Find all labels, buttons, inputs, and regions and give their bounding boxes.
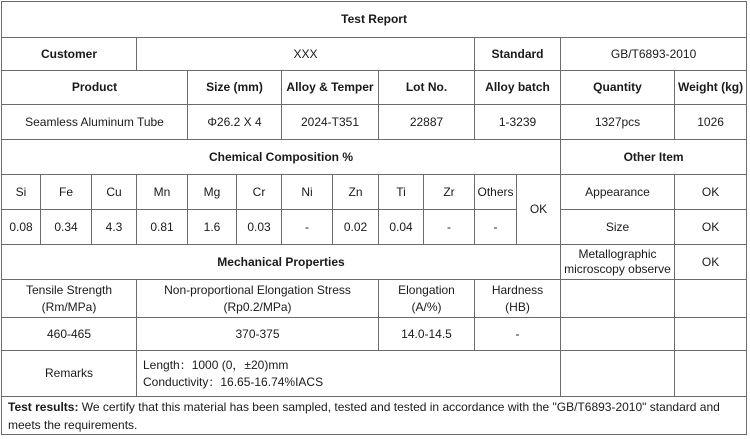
empty-cell <box>561 280 675 318</box>
element-cr: Cr <box>237 175 282 210</box>
lot-no-value: 22887 <box>379 105 475 140</box>
other-metallographic-result: OK <box>675 245 747 280</box>
value-mn: 0.81 <box>137 210 188 245</box>
test-results-text: We certify that this material has been sampled, tested and tested in accordance with the "GB/T6893-2010" standard and meets the requirements. <box>8 399 720 432</box>
product-value: Seamless Aluminum Tube <box>2 105 188 140</box>
hardness-value: - <box>475 318 561 351</box>
elongation-header <box>379 280 475 318</box>
value-cr: 0.03 <box>237 210 282 245</box>
alloy-temper-value: 2024-T351 <box>282 105 379 140</box>
elongation-unit: (A/%) <box>411 299 442 314</box>
other-size-result: OK <box>675 210 747 245</box>
element-mn: Mn <box>137 175 188 210</box>
elongation-value: 14.0-14.5 <box>379 318 475 351</box>
element-zr: Zr <box>424 175 475 210</box>
stress-unit: (Rp0.2/MPa) <box>223 299 292 314</box>
other-appearance-label: Appearance <box>561 175 675 210</box>
alloy-temper-header: Alloy & Temper <box>282 71 379 105</box>
element-cu: Cu <box>92 175 137 210</box>
weight-value: 1026 <box>675 105 747 140</box>
test-results-label: Test results: <box>8 399 79 414</box>
quantity-header: Quantity <box>561 71 675 105</box>
stress-label: Non-proportional Elongation Stress <box>164 282 351 297</box>
size-header: Size (mm) <box>188 71 282 105</box>
value-si: 0.08 <box>2 210 41 245</box>
alloy-batch-header: Alloy batch <box>475 71 561 105</box>
element-ti: Ti <box>379 175 424 210</box>
other-size-label: Size <box>561 210 675 245</box>
tensile-label: Tensile Strength <box>25 282 113 297</box>
hardness-label: Hardness <box>491 282 544 297</box>
size-value: Φ26.2 X 4 <box>188 105 282 140</box>
empty-cell <box>675 318 747 351</box>
test-results <box>2 397 747 435</box>
stress-header <box>137 280 379 318</box>
standard-label: Standard <box>475 38 561 71</box>
value-zn: 0.02 <box>333 210 379 245</box>
element-zn: Zn <box>333 175 379 210</box>
value-others: - <box>475 210 517 245</box>
tensile-value: 460-465 <box>2 318 137 351</box>
element-others: Others <box>475 175 517 210</box>
value-ti: 0.04 <box>379 210 424 245</box>
stress-value: 370-375 <box>137 318 379 351</box>
empty-cell <box>561 351 675 397</box>
hardness-unit: (HB) <box>505 299 530 314</box>
remarks-content <box>137 351 561 397</box>
empty-cell <box>675 351 747 397</box>
chemical-result: OK <box>517 175 561 245</box>
test-report-table <box>1 1 747 435</box>
report-title: Test Report <box>2 2 747 38</box>
other-item-title: Other Item <box>561 140 747 175</box>
other-metallographic-label: Metallographic microscopy observe <box>561 245 675 280</box>
quantity-value: 1327pcs <box>561 105 675 140</box>
elongation-label: Elongation <box>398 282 455 297</box>
chemical-title: Chemical Composition % <box>2 140 561 175</box>
other-appearance-result: OK <box>675 175 747 210</box>
tensile-unit: (Rm/MPa) <box>41 299 97 314</box>
customer-value: XXX <box>137 38 475 71</box>
value-zr: - <box>424 210 475 245</box>
remarks-length: Length：1000 (0，±20)mm <box>143 357 289 372</box>
mechanical-title: Mechanical Properties <box>2 245 561 280</box>
value-mg: 1.6 <box>188 210 237 245</box>
hardness-header <box>475 280 561 318</box>
element-mg: Mg <box>188 175 237 210</box>
product-header: Product <box>2 71 188 105</box>
alloy-batch-value: 1-3239 <box>475 105 561 140</box>
remarks-label: Remarks <box>2 351 137 397</box>
remarks-conductivity: Conductivity：16.65-16.74%IACS <box>143 374 324 389</box>
lot-no-header: Lot No. <box>379 71 475 105</box>
element-fe: Fe <box>41 175 92 210</box>
value-fe: 0.34 <box>41 210 92 245</box>
empty-cell <box>675 280 747 318</box>
element-si: Si <box>2 175 41 210</box>
standard-value: GB/T6893-2010 <box>561 38 747 71</box>
tensile-header <box>2 280 137 318</box>
value-cu: 4.3 <box>92 210 137 245</box>
customer-label: Customer <box>2 38 137 71</box>
value-ni: - <box>282 210 333 245</box>
weight-header: Weight (kg) <box>675 71 747 105</box>
element-ni: Ni <box>282 175 333 210</box>
empty-cell <box>561 318 675 351</box>
